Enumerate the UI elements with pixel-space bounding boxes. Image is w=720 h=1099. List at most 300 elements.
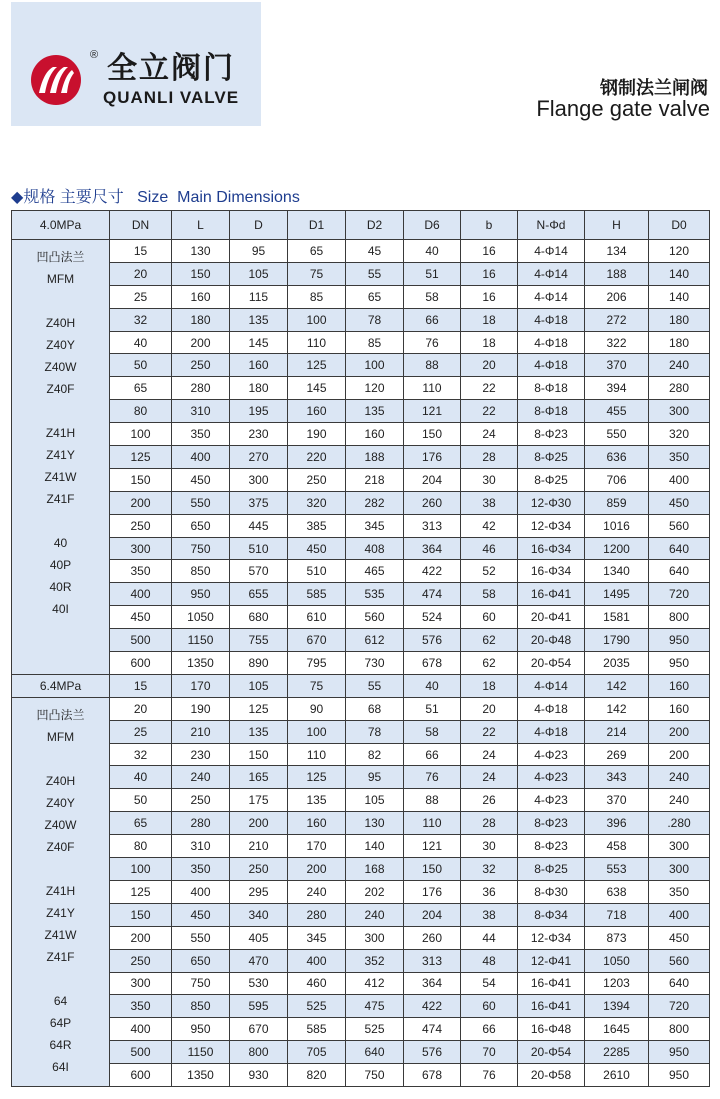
table-row: [12, 560, 710, 583]
column-header: DN: [110, 211, 172, 240]
table-cell: 125: [110, 880, 172, 903]
table-cell: 450: [110, 606, 172, 629]
table-cell: 638: [585, 880, 649, 903]
table-cell: 850: [172, 560, 230, 583]
model-label: Z40H: [45, 773, 76, 788]
table-cell: 200: [649, 720, 710, 743]
table-cell: 370: [585, 789, 649, 812]
table-cell: 320: [288, 491, 346, 514]
table-cell: 474: [404, 1018, 461, 1041]
table-cell: 15: [110, 674, 172, 697]
table-cell: 465: [346, 560, 404, 583]
table-cell: 214: [585, 720, 649, 743]
table-cell: 950: [172, 583, 230, 606]
table-row: [12, 354, 710, 377]
table-cell: 170: [172, 674, 230, 697]
table-cell: 345: [346, 514, 404, 537]
table-cell: 50: [110, 789, 172, 812]
table-cell: 678: [404, 1064, 461, 1087]
table-cell: 110: [404, 377, 461, 400]
table-cell: 280: [172, 377, 230, 400]
table-cell: 80: [110, 400, 172, 423]
table-cell: 100: [346, 354, 404, 377]
table-cell: 530: [230, 972, 288, 995]
table-row: [12, 262, 710, 285]
table-cell: 120: [649, 240, 710, 263]
table-cell: 553: [585, 858, 649, 881]
table-row: [12, 903, 710, 926]
table-cell: 272: [585, 308, 649, 331]
column-header: D: [230, 211, 288, 240]
table-cell: 720: [649, 583, 710, 606]
table-cell: 400: [288, 949, 346, 972]
table-cell: 206: [585, 285, 649, 308]
table-cell: 795: [288, 652, 346, 675]
table-cell: 100: [288, 308, 346, 331]
table-cell: 20-Φ58: [518, 1064, 585, 1087]
table-cell: 4-Φ18: [518, 308, 585, 331]
table-cell: 20-Φ54: [518, 1041, 585, 1064]
table-cell: 650: [172, 514, 230, 537]
table-cell: 450: [288, 537, 346, 560]
table-cell: 240: [288, 880, 346, 903]
table-cell: 25: [110, 720, 172, 743]
table-cell: 4-Φ14: [518, 262, 585, 285]
table-cell: 20-Φ41: [518, 606, 585, 629]
model-label: 40P: [49, 558, 72, 572]
table-cell: 82: [346, 743, 404, 766]
table-cell: 85: [288, 285, 346, 308]
table-cell: 142: [585, 674, 649, 697]
model-label: MFM: [46, 272, 75, 286]
brand-name-en: QUANLI VALVE: [103, 88, 240, 107]
table-cell: 595: [230, 995, 288, 1018]
table-cell: 150: [230, 743, 288, 766]
table-cell: 500: [110, 1041, 172, 1064]
table-cell: 115: [230, 285, 288, 308]
table-cell: 100: [110, 858, 172, 881]
table-cell: 38: [461, 491, 518, 514]
table-cell: 76: [404, 766, 461, 789]
table-cell: 58: [461, 583, 518, 606]
table-cell: 610: [288, 606, 346, 629]
model-label: Z41W: [44, 470, 77, 484]
model-label: Z41Y: [46, 905, 75, 920]
table-cell: 1050: [172, 606, 230, 629]
table-cell: 58: [404, 285, 461, 308]
table-cell: 76: [461, 1064, 518, 1087]
table-cell: 820: [288, 1064, 346, 1087]
table-cell: 26: [461, 789, 518, 812]
table-cell: 88: [404, 789, 461, 812]
table-row: [12, 446, 710, 469]
table-cell: 1581: [585, 606, 649, 629]
table-cell: 170: [288, 835, 346, 858]
table-cell: 150: [110, 468, 172, 491]
table-cell: 343: [585, 766, 649, 789]
table-cell: 680: [230, 606, 288, 629]
table-cell: 44: [461, 926, 518, 949]
table-cell: 125: [230, 697, 288, 720]
table-cell: 570: [230, 560, 288, 583]
table-cell: 930: [230, 1064, 288, 1087]
table-cell: 300: [649, 400, 710, 423]
table-row: [12, 400, 710, 423]
table-row: [12, 331, 710, 354]
table-cell: 150: [110, 903, 172, 926]
table-cell: 150: [404, 423, 461, 446]
model-label: Z40W: [44, 360, 77, 374]
table-cell: 320: [649, 423, 710, 446]
table-cell: 65: [288, 240, 346, 263]
table-cell: 535: [346, 583, 404, 606]
table-cell: 240: [346, 903, 404, 926]
table-cell: 160: [172, 285, 230, 308]
table-cell: 195: [230, 400, 288, 423]
table-cell: 210: [172, 720, 230, 743]
table-cell: 445: [230, 514, 288, 537]
table-row: [12, 240, 710, 263]
table-cell: 240: [172, 766, 230, 789]
table-cell: 300: [110, 537, 172, 560]
table-cell: 125: [110, 446, 172, 469]
table-cell: 280: [288, 903, 346, 926]
table-cell: 1495: [585, 583, 649, 606]
table-cell: 16-Φ34: [518, 560, 585, 583]
table-cell: 8-Φ34: [518, 903, 585, 926]
table-cell: 50: [110, 354, 172, 377]
model-label: MFM: [46, 729, 75, 744]
table-cell: 95: [230, 240, 288, 263]
table-cell: 140: [649, 285, 710, 308]
table-cell: 25: [110, 285, 172, 308]
table-row: [12, 1064, 710, 1087]
table-cell: 1150: [172, 629, 230, 652]
model-label: Z41W: [44, 927, 77, 942]
model-label: 凹凸法兰: [36, 707, 85, 722]
table-cell: 345: [288, 926, 346, 949]
table-cell: 576: [404, 629, 461, 652]
model-label: Z41F: [46, 492, 75, 506]
table-cell: 200: [172, 331, 230, 354]
table-cell: 4-Φ14: [518, 674, 585, 697]
table-cell: 422: [404, 995, 461, 1018]
table-row: [12, 1018, 710, 1041]
logo-panel: [11, 2, 261, 126]
table-cell: 585: [288, 1018, 346, 1041]
table-cell: 24: [461, 743, 518, 766]
model-label: 40R: [49, 580, 72, 594]
table-cell: 2610: [585, 1064, 649, 1087]
table-cell: 62: [461, 652, 518, 675]
table-cell: 65: [110, 377, 172, 400]
table-cell: 2285: [585, 1041, 649, 1064]
model-label: 64P: [49, 1015, 72, 1030]
table-cell: 655: [230, 583, 288, 606]
table-cell: 1350: [172, 1064, 230, 1087]
table-cell: 460: [288, 972, 346, 995]
table-cell: 385: [288, 514, 346, 537]
table-cell: 950: [649, 1064, 710, 1087]
table-row: [12, 697, 710, 720]
table-cell: 188: [585, 262, 649, 285]
table-row: [12, 949, 710, 972]
table-cell: 218: [346, 468, 404, 491]
table-cell: 300: [110, 972, 172, 995]
table-cell: 400: [649, 468, 710, 491]
section-title: 规格 主要尺寸 Size Main Dimensions: [23, 189, 300, 206]
column-header: D6: [404, 211, 461, 240]
table-cell: 16: [461, 262, 518, 285]
table-cell: 18: [461, 331, 518, 354]
table-row: [12, 926, 710, 949]
table-row: [12, 377, 710, 400]
table-row: [12, 858, 710, 881]
table-cell: 260: [404, 491, 461, 514]
table-cell: 282: [346, 491, 404, 514]
table-cell: 585: [288, 583, 346, 606]
table-cell: 576: [404, 1041, 461, 1064]
table-cell: 202: [346, 880, 404, 903]
table-row: [12, 812, 710, 835]
table-cell: 450: [172, 903, 230, 926]
table-cell: 350: [172, 858, 230, 881]
column-header: D1: [288, 211, 346, 240]
table-cell: 22: [461, 377, 518, 400]
table-cell: 755: [230, 629, 288, 652]
table-cell: 40: [404, 240, 461, 263]
table-cell: 30: [461, 835, 518, 858]
table-cell: 8-Φ25: [518, 858, 585, 881]
table-cell: 135: [288, 789, 346, 812]
column-header: N-Φd: [518, 211, 585, 240]
table-cell: 18: [461, 674, 518, 697]
table-cell: 475: [346, 995, 404, 1018]
table-row: [12, 606, 710, 629]
table-cell: 640: [649, 972, 710, 995]
table-cell: 510: [230, 537, 288, 560]
model-label: 64I: [52, 1059, 69, 1074]
table-cell: 125: [288, 766, 346, 789]
table-row: [12, 308, 710, 331]
table-cell: 160: [649, 697, 710, 720]
table-cell: 412: [346, 972, 404, 995]
table-cell: 40: [404, 674, 461, 697]
table-cell: 110: [288, 331, 346, 354]
table-cell: 1790: [585, 629, 649, 652]
table-cell: 85: [346, 331, 404, 354]
column-header: D2: [346, 211, 404, 240]
table-row: [12, 743, 710, 766]
table-cell: 950: [172, 1018, 230, 1041]
table-cell: 350: [110, 560, 172, 583]
table-cell: 300: [230, 468, 288, 491]
table-cell: 1200: [585, 537, 649, 560]
table-cell: 168: [346, 858, 404, 881]
table-cell: 20: [461, 697, 518, 720]
table-cell: 350: [172, 423, 230, 446]
table-row: [12, 789, 710, 812]
quanli-logo-icon: [30, 54, 82, 106]
table-cell: 135: [230, 720, 288, 743]
table-cell: 180: [172, 308, 230, 331]
table-row: [12, 423, 710, 446]
table-cell: 800: [230, 1041, 288, 1064]
table-cell: 12-Φ41: [518, 949, 585, 972]
table-cell: 280: [172, 812, 230, 835]
table-cell: 364: [404, 972, 461, 995]
table-cell: 190: [288, 423, 346, 446]
table-cell: 90: [288, 697, 346, 720]
table-cell: 1340: [585, 560, 649, 583]
table-cell: 350: [649, 446, 710, 469]
table-cell: 422: [404, 560, 461, 583]
table-cell: 22: [461, 720, 518, 743]
table-cell: 188: [346, 446, 404, 469]
table-row: [12, 514, 710, 537]
table-cell: 160: [230, 354, 288, 377]
table-cell: 340: [230, 903, 288, 926]
table-cell: 200: [110, 491, 172, 514]
table-cell: 145: [288, 377, 346, 400]
table-row: [12, 972, 710, 995]
table-cell: 850: [172, 995, 230, 1018]
table-cell: 140: [346, 835, 404, 858]
table-cell: 176: [404, 880, 461, 903]
table-row: [12, 468, 710, 491]
table-cell: 470: [230, 949, 288, 972]
table-cell: 204: [404, 468, 461, 491]
model-label: Z40H: [45, 316, 76, 330]
brand-name-cn: 全立阀门: [107, 52, 235, 85]
table-cell: .280: [649, 812, 710, 835]
table-cell: 4-Φ23: [518, 743, 585, 766]
table-cell: 394: [585, 377, 649, 400]
table-cell: 100: [110, 423, 172, 446]
table-cell: 70: [461, 1041, 518, 1064]
table-cell: 400: [172, 880, 230, 903]
table-cell: 550: [172, 491, 230, 514]
table-cell: 250: [230, 858, 288, 881]
table-cell: 204: [404, 903, 461, 926]
table-cell: 510: [288, 560, 346, 583]
table-cell: 36: [461, 880, 518, 903]
model-label: 40I: [52, 602, 69, 616]
column-header: D0: [649, 211, 710, 240]
table-cell: 200: [649, 743, 710, 766]
table-cell: 524: [404, 606, 461, 629]
table-cell: 16-Φ41: [518, 583, 585, 606]
table-cell: 1016: [585, 514, 649, 537]
diamond-bullet-icon: ◆: [11, 189, 24, 206]
table-cell: 450: [649, 926, 710, 949]
table-cell: 300: [649, 835, 710, 858]
table-cell: 55: [346, 262, 404, 285]
table-cell: 110: [288, 743, 346, 766]
pressure-rating-cell: 6.4MPa: [12, 674, 110, 697]
model-label: 64R: [49, 1037, 72, 1052]
table-cell: 180: [649, 331, 710, 354]
table-cell: 1350: [172, 652, 230, 675]
table-cell: 130: [172, 240, 230, 263]
table-cell: 396: [585, 812, 649, 835]
column-header: H: [585, 211, 649, 240]
table-cell: 66: [461, 1018, 518, 1041]
table-cell: 560: [346, 606, 404, 629]
table-cell: 55: [346, 674, 404, 697]
table-cell: 200: [110, 926, 172, 949]
model-label: 凹凸法兰: [36, 250, 85, 264]
table-cell: 8-Φ23: [518, 835, 585, 858]
table-cell: 370: [585, 354, 649, 377]
table-cell: 458: [585, 835, 649, 858]
table-cell: 8-Φ25: [518, 468, 585, 491]
table-cell: 121: [404, 835, 461, 858]
table-cell: 310: [172, 400, 230, 423]
table-cell: 45: [346, 240, 404, 263]
table-cell: 105: [230, 262, 288, 285]
table-cell: 165: [230, 766, 288, 789]
table-cell: 120: [346, 377, 404, 400]
table-cell: 140: [649, 262, 710, 285]
table-cell: 313: [404, 949, 461, 972]
model-label: Z41H: [45, 883, 76, 898]
table-cell: 16: [461, 285, 518, 308]
table-cell: 950: [649, 652, 710, 675]
table-cell: 150: [404, 858, 461, 881]
table-cell: 4-Φ18: [518, 354, 585, 377]
table-cell: 450: [649, 491, 710, 514]
table-cell: 612: [346, 629, 404, 652]
table-cell: 12-Φ34: [518, 514, 585, 537]
table-cell: 142: [585, 697, 649, 720]
table-cell: 705: [288, 1041, 346, 1064]
table-cell: 670: [230, 1018, 288, 1041]
table-cell: 720: [649, 995, 710, 1018]
table-cell: 51: [404, 262, 461, 285]
table-cell: 16-Φ41: [518, 995, 585, 1018]
table-cell: 313: [404, 514, 461, 537]
table-row: [12, 995, 710, 1018]
table-cell: 350: [649, 880, 710, 903]
section-heading: [11, 184, 300, 207]
table-cell: 525: [346, 1018, 404, 1041]
table-row: [12, 583, 710, 606]
table-cell: 40: [110, 331, 172, 354]
table-cell: 95: [346, 766, 404, 789]
table-cell: 32: [461, 858, 518, 881]
table-cell: 190: [172, 697, 230, 720]
table-cell: 4-Φ14: [518, 240, 585, 263]
table-cell: 4-Φ18: [518, 720, 585, 743]
table-cell: 250: [110, 514, 172, 537]
table-row: [12, 720, 710, 743]
model-label: Z40F: [46, 839, 75, 854]
table-cell: 20: [461, 354, 518, 377]
table-cell: 210: [230, 835, 288, 858]
table-cell: 300: [346, 926, 404, 949]
table-cell: 24: [461, 423, 518, 446]
table-cell: 76: [404, 331, 461, 354]
table-cell: 58: [404, 720, 461, 743]
table-cell: 322: [585, 331, 649, 354]
table-cell: 15: [110, 240, 172, 263]
table-row: [12, 1041, 710, 1064]
table-cell: 310: [172, 835, 230, 858]
model-label: Z41H: [45, 426, 76, 440]
table-cell: 450: [172, 468, 230, 491]
table-cell: 42: [461, 514, 518, 537]
